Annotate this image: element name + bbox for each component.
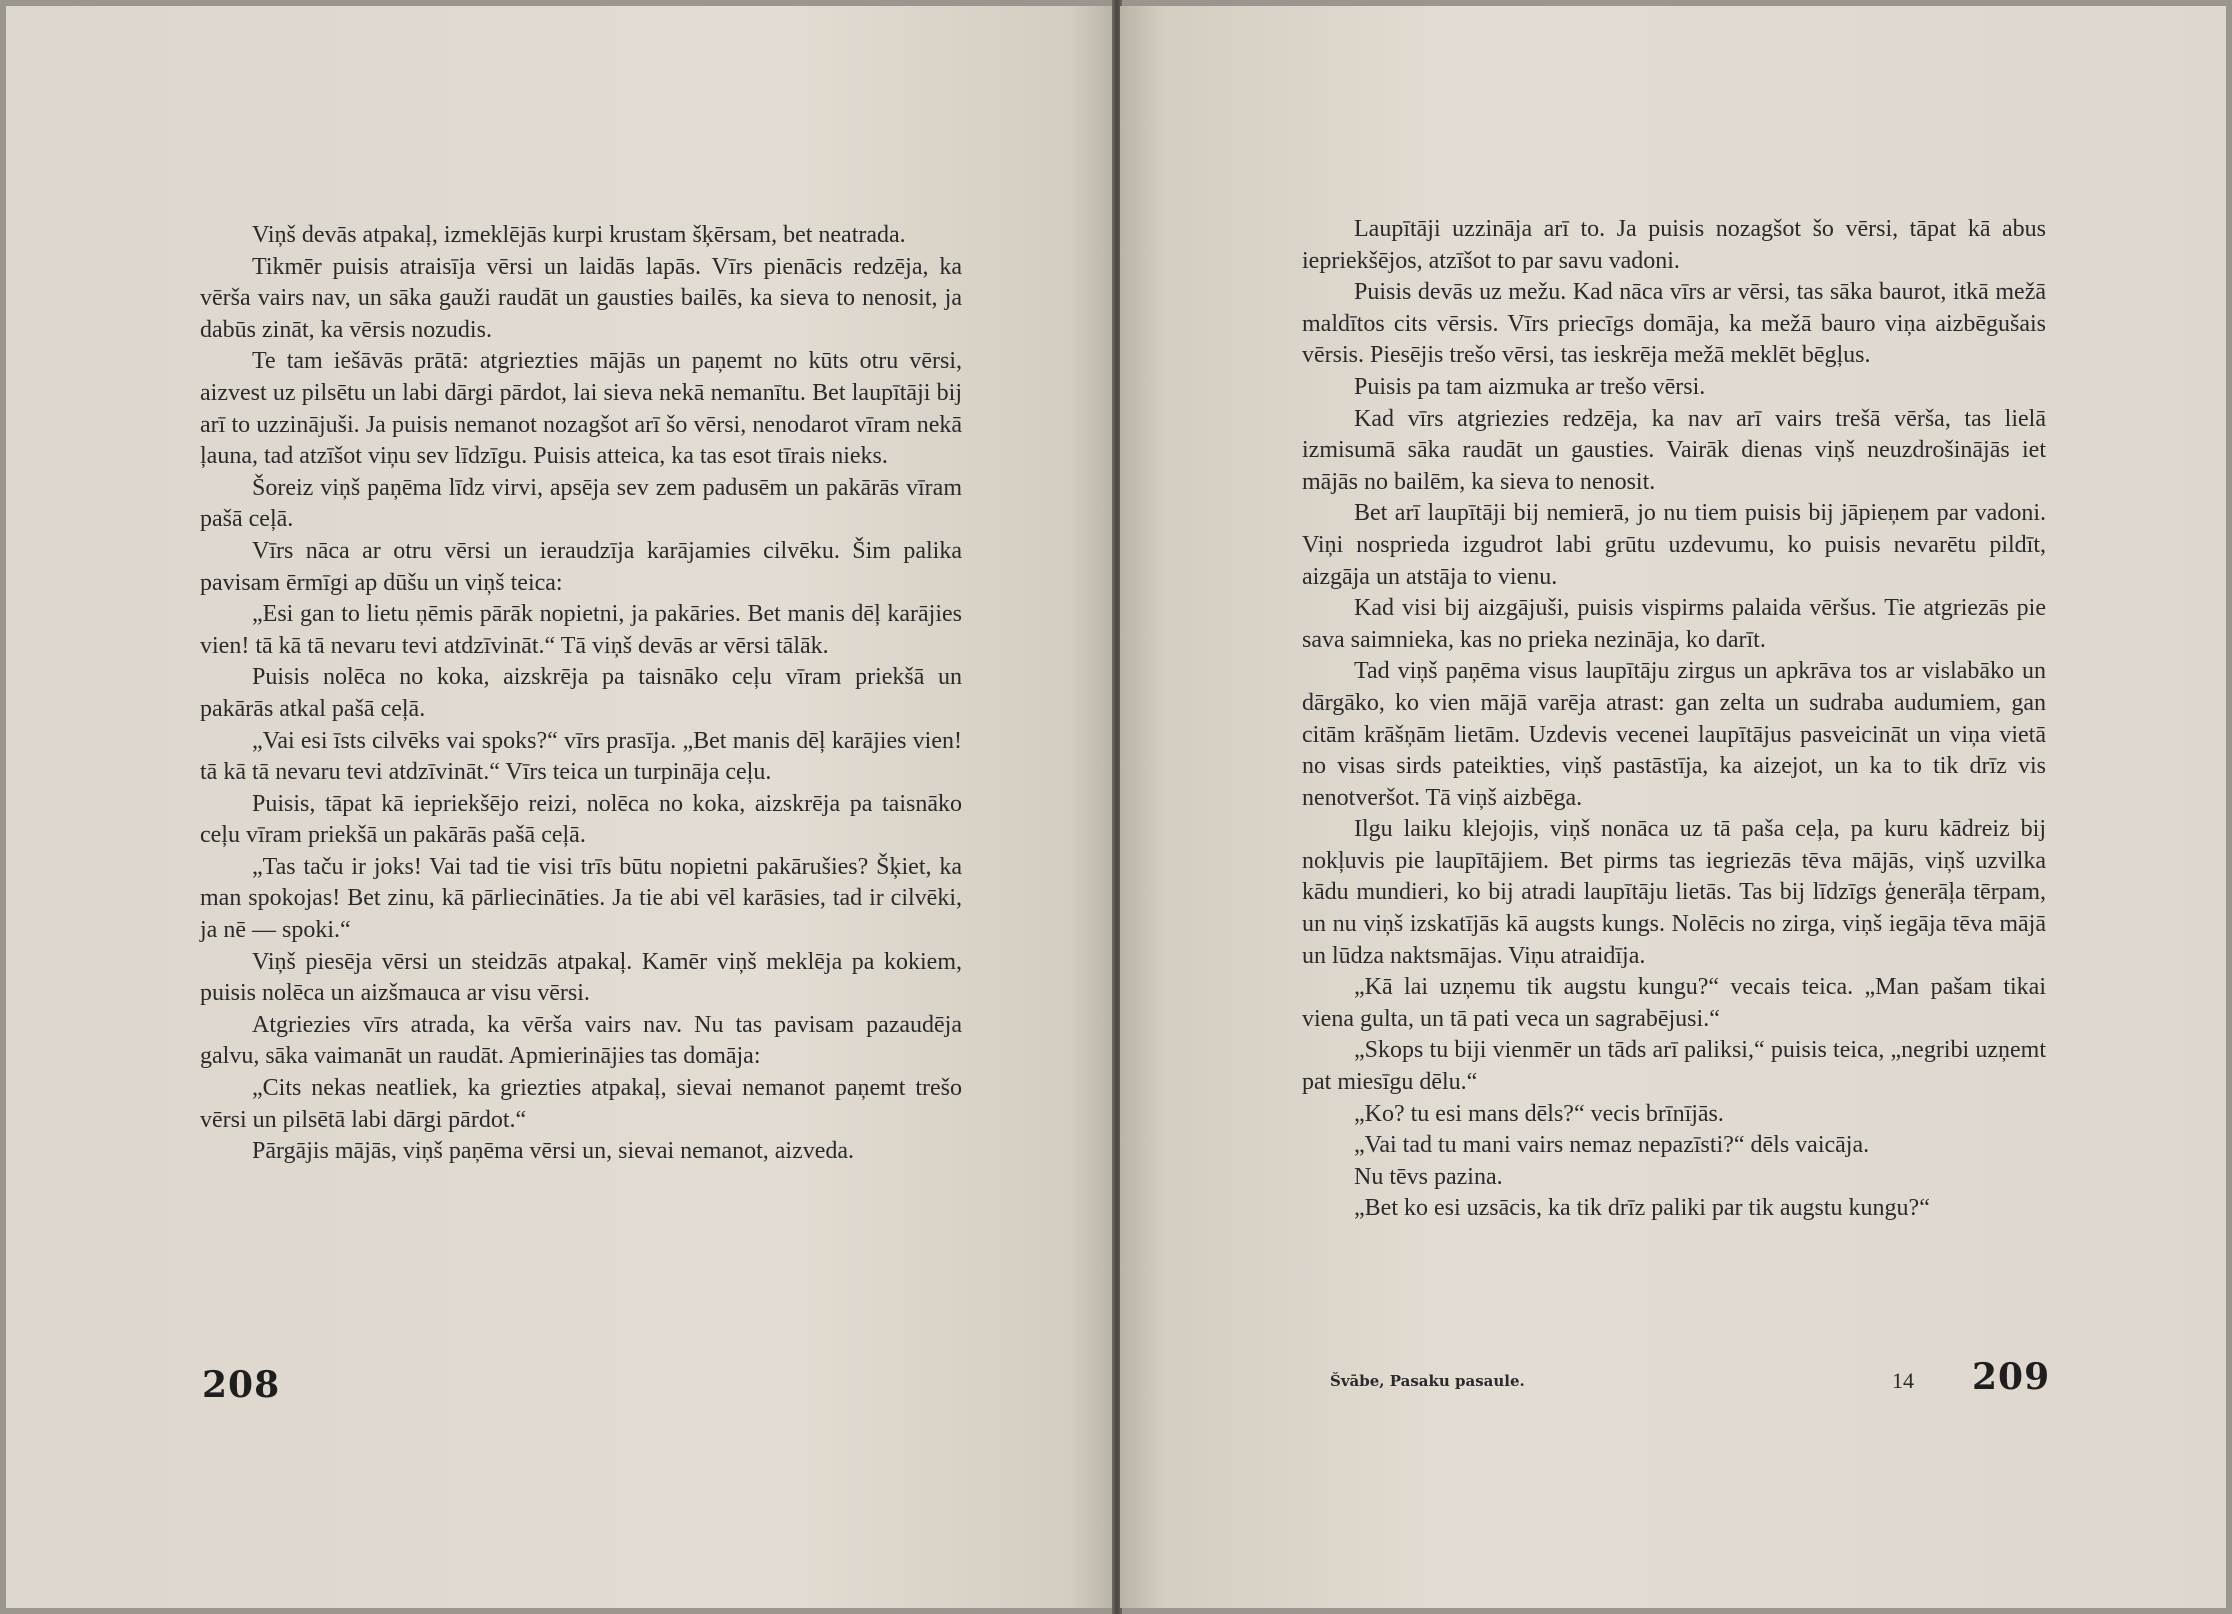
- paragraph: Tikmēr puisis atraisīja vērsi un laidās lapās. Vīrs pienācis redzēja, ka vērša vairs nav, un sāka gauži raudāt un gausties bailēs, ka sieva to nenosit, ja dabūs zināt, ka vērsis nozudis.: [200, 253, 962, 343]
- paragraph: „Vai tad tu mani vairs nemaz nepazīsti?“ dēls vaicāja.: [1354, 1132, 1870, 1159]
- left-page: [6, 6, 1114, 1608]
- paragraph: Viņš piesēja vērsi un steidzās atpakaļ. Kamēr viņš meklēja pa kokiem, puisis nolēca un aizšmauca ar visu vērsi.: [200, 948, 962, 1007]
- paragraph: Kad visi bij aizgājuši, puisis vispirms palaida vēršus. Tie atgriezās pie sava saimnieka, kas no prieka nezināja, ko darīt.: [1302, 595, 2046, 653]
- signature-mark: 14: [1892, 1368, 1914, 1393]
- paragraph: Kad vīrs atgriezies redzēja, ka nav arī vairs trešā vērša, tas lielā izmisumā sāka raudāt un gausties. Vairāk dienas viņš neuzdrošinājās iet mājās no bailēm, ka sieva to nenosit.: [1302, 405, 2046, 495]
- footer-author: Švābe, Pasaku pasaule.: [1330, 1372, 1525, 1390]
- paragraph: Puisis, tāpat kā iepriekšējo reizi, nolēca no koka, aizskrēja pa taisnāko ceļu vīram priekšā un pakārās pašā ceļā.: [200, 790, 962, 849]
- paragraph: „Ko? tu esi mans dēls?“ vecis brīnījās.: [1354, 1100, 1724, 1127]
- paragraph: Laupītāji uzzināja arī to. Ja puisis nozagšot šo vērsi, tāpat kā abus iepriekšējos, atzīšot to par savu vadoni.: [1302, 216, 2046, 274]
- paragraph: Bet arī laupītāji bij nemierā, jo nu tiem puisis bij jāpieņem par vadoni. Viņi nosprieda izgudrot labi grūtu uzdevumu, ko puisis nevarētu pildīt, aizgāja un atstāja to vienu.: [1302, 500, 2046, 590]
- paragraph: Puisis devās uz mežu. Kad nāca vīrs ar vērsi, tas sāka baurot, itkā mežā maldītos cits vērsis. Vīrs priecīgs domāja, ka mežā bauro viņa aizbēgušais vērsis. Piesējis trešo vērsi, tas ieskrēja mežā meklēt bēgļus.: [1302, 279, 2046, 369]
- paragraph: „Bet ko esi uzsācis, ka tik drīz paliki par tik augstu kungu?“: [1354, 1195, 1930, 1222]
- paragraph: „Esi gan to lietu ņēmis pārāk nopietni, ja pakāries. Bet manis dēļ karājies vien! tā kā tā nevaru tevi atdzīvināt.“ Tā viņš devās ar vērsi tālāk.: [200, 601, 962, 659]
- paragraph: Te tam iešāvās prātā: atgriezties mājās un paņemt no kūts otru vērsi, aizvest uz pilsētu un labi dārgi pārdot, lai sieva nekā nemanītu. Bet laupītāji bij arī to uzzinājuši. Ja puisis nemanot nozagšot arī šo vērsi, nenodarot vīram nekā ļauna, tad atzīšot viņu sev līdzīgu. Puisis atteica, ka tas esot tīrais nieks.: [200, 348, 962, 470]
- right-page: [1120, 6, 2226, 1608]
- paragraph: Ilgu laiku klejojis, viņš nonāca uz tā paša ceļa, pa kuru kādreiz bij nokļuvis pie laupītājiem. Bet pirms tas iegriezās tēva mājās, viņš uzvilka kādu mundieri, ko bij atradi laupītāju lietās. Tas bij līdzīgs ģenerāļa tērpam, un nu viņš izskatījās kā augsts kungs. Nolēcis no zirga, viņš iegāja tēva mājā un lūdza naktsmājas. Viņu atraidīja.: [1302, 816, 2046, 969]
- right-page-footer: [1120, 1356, 2226, 1406]
- paragraph: Šoreiz viņš paņēma līdz virvi, apsēja sev zem padusēm un pakārās vīram pašā ceļā.: [200, 474, 962, 533]
- page-number-left: 208: [202, 1364, 281, 1406]
- paragraph: Atgriezies vīrs atrada, ka vērša vairs nav. Nu tas pavisam pazaudēja galvu, sāka vaimanāt un raudāt. Apmierinājies tas domāja:: [200, 1011, 962, 1070]
- paragraph: Pārgājis mājās, viņš paņēma vērsi un, sievai nemanot, aizveda.: [252, 1138, 855, 1165]
- page-number-right: 209: [1972, 1356, 2051, 1398]
- paragraph: Nu tēvs pazina.: [1354, 1163, 1503, 1190]
- paragraph: Puisis pa tam aizmuka ar trešo vērsi.: [1354, 373, 1706, 400]
- paragraph: Tad viņš paņēma visus laupītāju zirgus un apkrāva tos ar vislabāko un dārgāko, ko vien mājā varēja atrast: gan zelta un sudraba audumiem, gan citām krāšņām lietām. Uzdevis vecenei laupītājus pasveicināt un viņa vietā no visas sirds pateikties, viņš pastāstīja, ka aizejot, un ka to tik drīz vis nenotveršot. Tā viņš aizbēga.: [1302, 658, 2046, 811]
- paragraph: „Cits nekas neatliek, ka griezties atpakaļ, sievai nemanot paņemt trešo vērsi un pilsētā labi dārgi pārdot.“: [200, 1075, 962, 1133]
- paragraph: Vīrs nāca ar otru vērsi un ieraudzīja karājamies cilvēku. Šim palika pavisam ērmīgi ap dūšu un viņš teica:: [200, 537, 962, 596]
- paragraph: „Vai esi īsts cilvēks vai spoks?“ vīrs prasīja. „Bet manis dēļ karājies vien! tā kā tā nevaru tevi atdzīvināt.“ Vīrs teica un turpināja ceļu.: [200, 727, 962, 786]
- paragraph: Viņš devās atpakaļ, izmeklējās kurpi krustam šķērsam, bet neatrada.: [252, 222, 906, 248]
- paragraph: „Skops tu biji vienmēr un tāds arī paliksi,“ puisis teica, „negribi uzņemt pat miesīgu dēlu.“: [1302, 1037, 2046, 1096]
- paragraph: „Tas taču ir joks! Vai tad tie visi trīs būtu nopietni pakārušies? Šķiet, ka man spokojas! Bet zinu, kā pārliecināties. Ja tie abi vēl karāsies, tad ir cilvēki, ja nē — spoki.“: [200, 853, 962, 944]
- paragraph: „Kā lai uzņemu tik augstu kungu?“ vecais teica. „Man pašam tikai viena gulta, un tā pati veca un sagrabējusi.“: [1302, 974, 2046, 1032]
- right-page-text: [1302, 214, 2046, 1225]
- paragraph: Puisis nolēca no koka, aizskrēja pa taisnāko ceļu vīram priekšā un pakārās atkal pašā ceļā.: [200, 664, 962, 722]
- left-page-text: [200, 220, 962, 1168]
